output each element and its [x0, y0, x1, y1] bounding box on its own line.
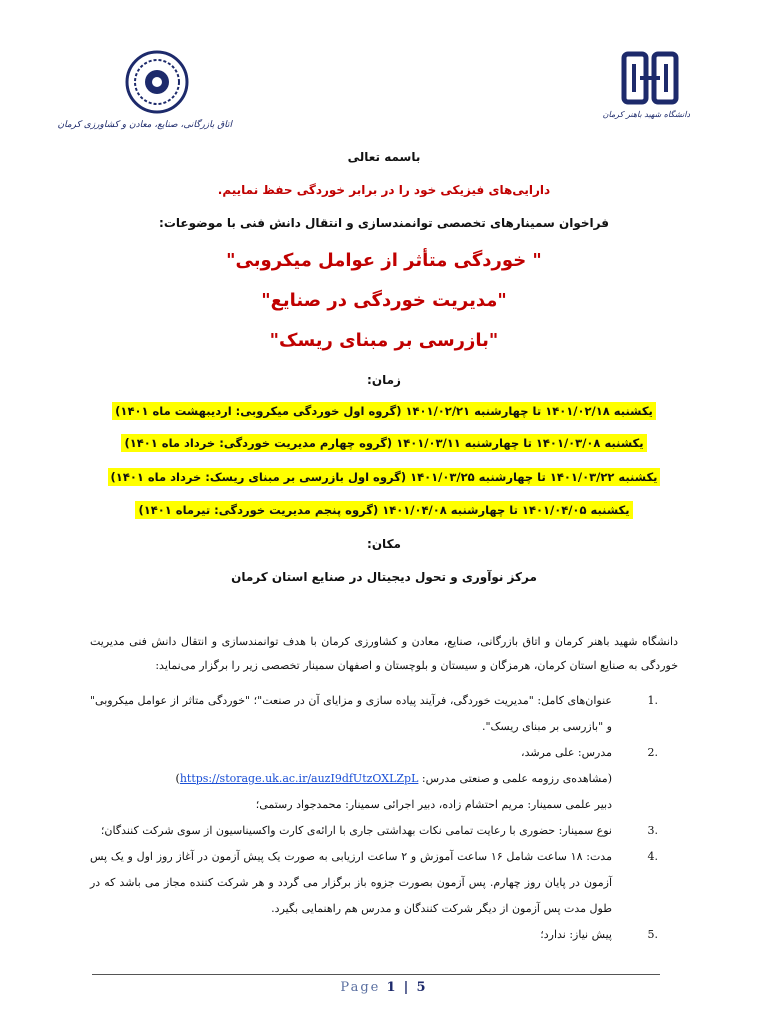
- list-item: [90, 844, 658, 922]
- page-total: 5: [416, 980, 428, 995]
- page-word: Page: [340, 980, 381, 995]
- resume-line: [90, 766, 612, 792]
- invitation-line: فراخوان سمینارهای تخصصی توانمندسازی و انتقال دانش فنی با موضوعات:: [159, 216, 609, 230]
- schedule-line: [0, 436, 768, 450]
- schedule-text: یکشنبه ۱۴۰۱/۰۳/۰۸ تا چهارشنبه ۱۴۰۱/۰۳/۱۱ (گروه چهارم مدیریت خوردگی: خرداد ماه ۱۴۰۱): [121, 434, 646, 452]
- list-number: 1.: [647, 694, 658, 707]
- list-number: 3.: [647, 824, 658, 837]
- time-label: زمان:: [367, 373, 401, 387]
- chamber-logo: [57, 46, 232, 146]
- instructor-line: مدرس: علی مرشد،: [521, 746, 612, 759]
- basmala-heading: باسمه تعالی: [347, 150, 421, 164]
- schedule-line: [0, 503, 768, 517]
- schedule-line: [0, 470, 768, 484]
- intro-paragraph: دانشگاه شهید باهنر کرمان و اتاق بازرگانی، صنایع، معادن و کشاورزی کرمان با هدف توانمندسازی و انتقال دانش فنی مدیریت خوردگی به صنایع استان کرمان، هرمزگان و سیستان و بلوچستان و اصفهان سمینار تخصصی زیر را برگزار می‌نماید:: [90, 635, 678, 672]
- list-item: [90, 688, 658, 740]
- schedule-text: یکشنبه ۱۴۰۱/۰۲/۱۸ تا چهارشنبه ۱۴۰۱/۰۲/۲۱ (گروه اول خوردگی میکروبی: اردیبهشت ماه ۱۴۰۱): [112, 402, 656, 420]
- university-logo-caption: دانشگاه شهید باهنر کرمان: [602, 110, 690, 119]
- slogan: دارایی‌های فیزیکی خود را در برابر خوردگی حفظ نماییم.: [217, 183, 551, 197]
- list-item: [90, 818, 658, 844]
- place-label: مکان:: [367, 537, 401, 551]
- chamber-seal-icon: [117, 46, 197, 116]
- university-emblem-icon: [620, 50, 680, 106]
- list-number: 4.: [647, 850, 658, 863]
- footer-divider: [92, 974, 660, 975]
- chamber-logo-caption: اتاق بازرگانی، صنایع، معادن و کشاورزی کرمان: [57, 120, 232, 130]
- list-item: [90, 740, 658, 818]
- list-item: [90, 922, 658, 948]
- page-separator: |: [403, 980, 411, 995]
- list-text: پیش نیاز: ندارد؛: [540, 928, 612, 941]
- schedule-text: یکشنبه ۱۴۰۱/۰۳/۲۲ تا چهارشنبه ۱۴۰۱/۰۳/۲۵ (گروه اول بازرسی بر مبنای ریسک: خرداد ماه ۱۴۰۱): [108, 468, 661, 486]
- list-text: نوع سمینار: حضوری با رعایت تمامی نکات بهداشتی جاری با ارائه‌ی کارت واکسیناسیون از سوی شرکت کنندگان؛: [100, 824, 612, 837]
- details-list: [90, 688, 658, 948]
- resume-close: ): [175, 772, 180, 785]
- topic-corrosion-management: "مدیریت خوردگی در صنایع": [261, 290, 507, 311]
- list-number: 5.: [647, 928, 658, 941]
- list-number: 2.: [647, 746, 658, 759]
- list-text: مدت: ۱۸ ساعت شامل ۱۶ ساعت آموزش و ۲ ساعت ارزیابی به صورت یک پیش آزمون در آغاز روز اول و یک پس آزمون در پایان روز چهارم. پس آزمون بصورت جزوه باز برگزار می گردد و هر شرکت کننده مجاز می باشد که در طول مدت پس آزمون از دیگر شرکت کنندگان و مدرس هم راهنمایی بگیرد.: [90, 850, 612, 915]
- resume-link[interactable]: https://storage.uk.ac.ir/auzI9dfUtzOXLZpL: [179, 772, 419, 785]
- topic-risk-based-inspection: "بازرسی بر مبنای ریسک": [269, 330, 499, 351]
- page-footer: [0, 980, 768, 995]
- university-logo: [602, 50, 690, 130]
- list-text: عنوان‌های کامل: "مدیریت خوردگی، فرآیند پیاده سازی و مزایای آن در صنعت"؛ "خوردگی متاثر از عوامل میکروبی" و "بازرسی بر مبنای ریسک".: [90, 694, 612, 733]
- topic-microbial-corrosion: " خوردگی متأثر از عوامل میکروبی": [226, 250, 542, 271]
- schedule-text: یکشنبه ۱۴۰۱/۰۴/۰۵ تا چهارشنبه ۱۴۰۱/۰۴/۰۸ (گروه پنجم مدیریت خوردگی: تیرماه ۱۴۰۱): [135, 501, 632, 519]
- resume-label: (مشاهده‌ی رزومه علمی و صنعتی مدرس:: [421, 772, 612, 785]
- schedule-line: [0, 404, 768, 418]
- page-number: 1: [386, 980, 398, 995]
- staff-line: دبیر علمی سمینار: مریم احتشام زاده، دبیر اجرائی سمینار: محمدجواد رستمی؛: [255, 798, 612, 811]
- place-value: مرکز نوآوری و تحول دیجیتال در صنایع استان کرمان: [231, 570, 537, 584]
